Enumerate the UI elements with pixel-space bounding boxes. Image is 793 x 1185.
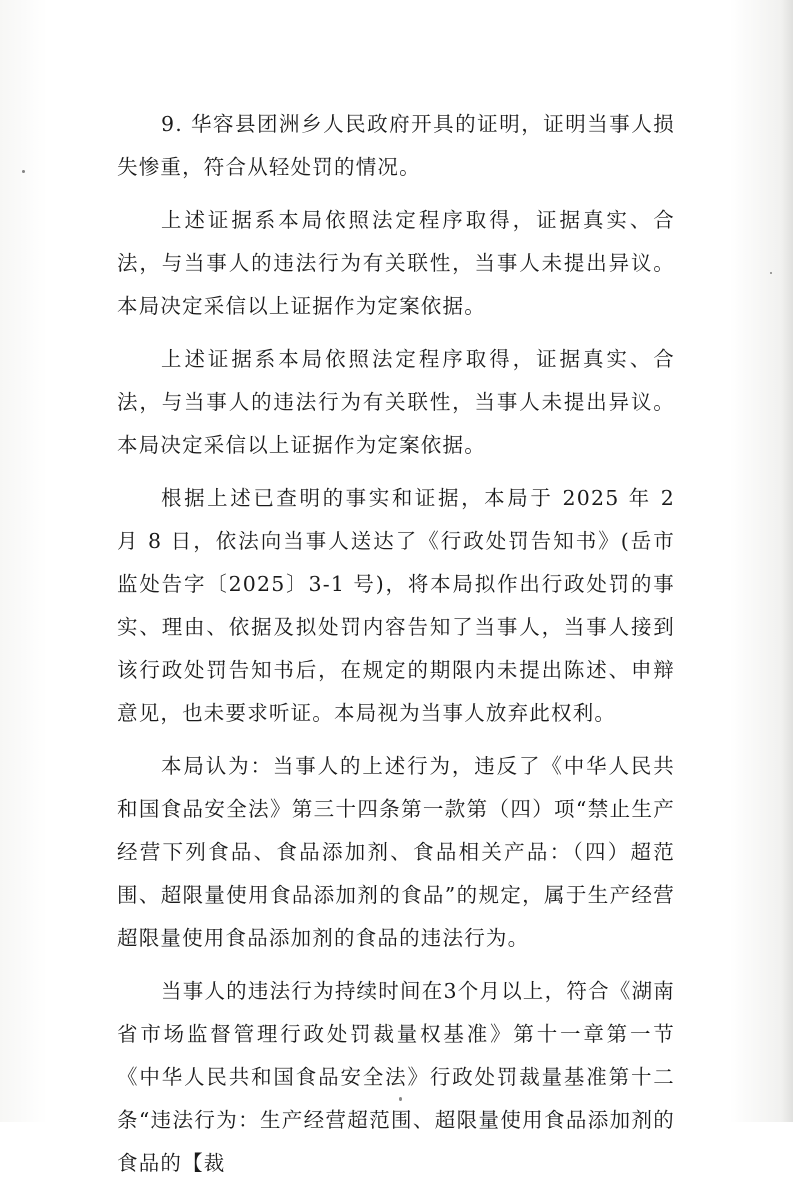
paragraph-notification: 根据上述已查明的事实和证据，本局于 2025 年 2 月 8 日，依法向当事人送达了《行政处罚告知书》(岳市监处告字〔2025〕3-1 号)，将本局拟作出行政处罚的事实、理由、依据及拟处罚内容告知了当事人，当事人接到该行政处罚告知书后，在规定的期限内未提出陈述、申辩意见，也未要求听证。本局视为当事人放弃此权利。 (117, 486, 675, 725)
paragraph-evidence-adoption-1: 上述证据系本局依照法定程序取得，证据真实、合法，与当事人的违法行为有关联性，当事人未提出异议。本局决定采信以上证据作为定案依据。 (117, 208, 675, 318)
paragraph-evidence-9: 9. 华容县团洲乡人民政府开具的证明，证明当事人损失惨重，符合从轻处罚的情况。 (117, 112, 675, 179)
document-body (117, 103, 675, 1185)
page-edge-shadow (781, 0, 793, 1122)
paragraph-discretion-standard: 当事人的违法行为持续时间在3个月以上，符合《湖南省市场监督管理行政处罚裁量权基准》第十一章第一节《中华人民共和国食品安全法》行政处罚裁量基准第十二条“违法行为：生产经营超范围、超限量使用食品添加剂的食品的【裁 (117, 979, 675, 1175)
paragraph-legal-finding: 本局认为：当事人的上述行为，违反了《中华人民共和国食品安全法》第三十四条第一款第（四）项“禁止生产经营下列食品、食品添加剂、食品相关产品：（四）超范围、超限量使用食品添加剂的食品”的规定，属于生产经营超限量使用食品添加剂的食品的违法行为。 (117, 754, 675, 950)
paragraph-evidence-adoption-2: 上述证据系本局依照法定程序取得，证据真实、合法，与当事人的违法行为有关联性，当事人未提出异议。本局决定采信以上证据作为定案依据。 (117, 347, 675, 457)
